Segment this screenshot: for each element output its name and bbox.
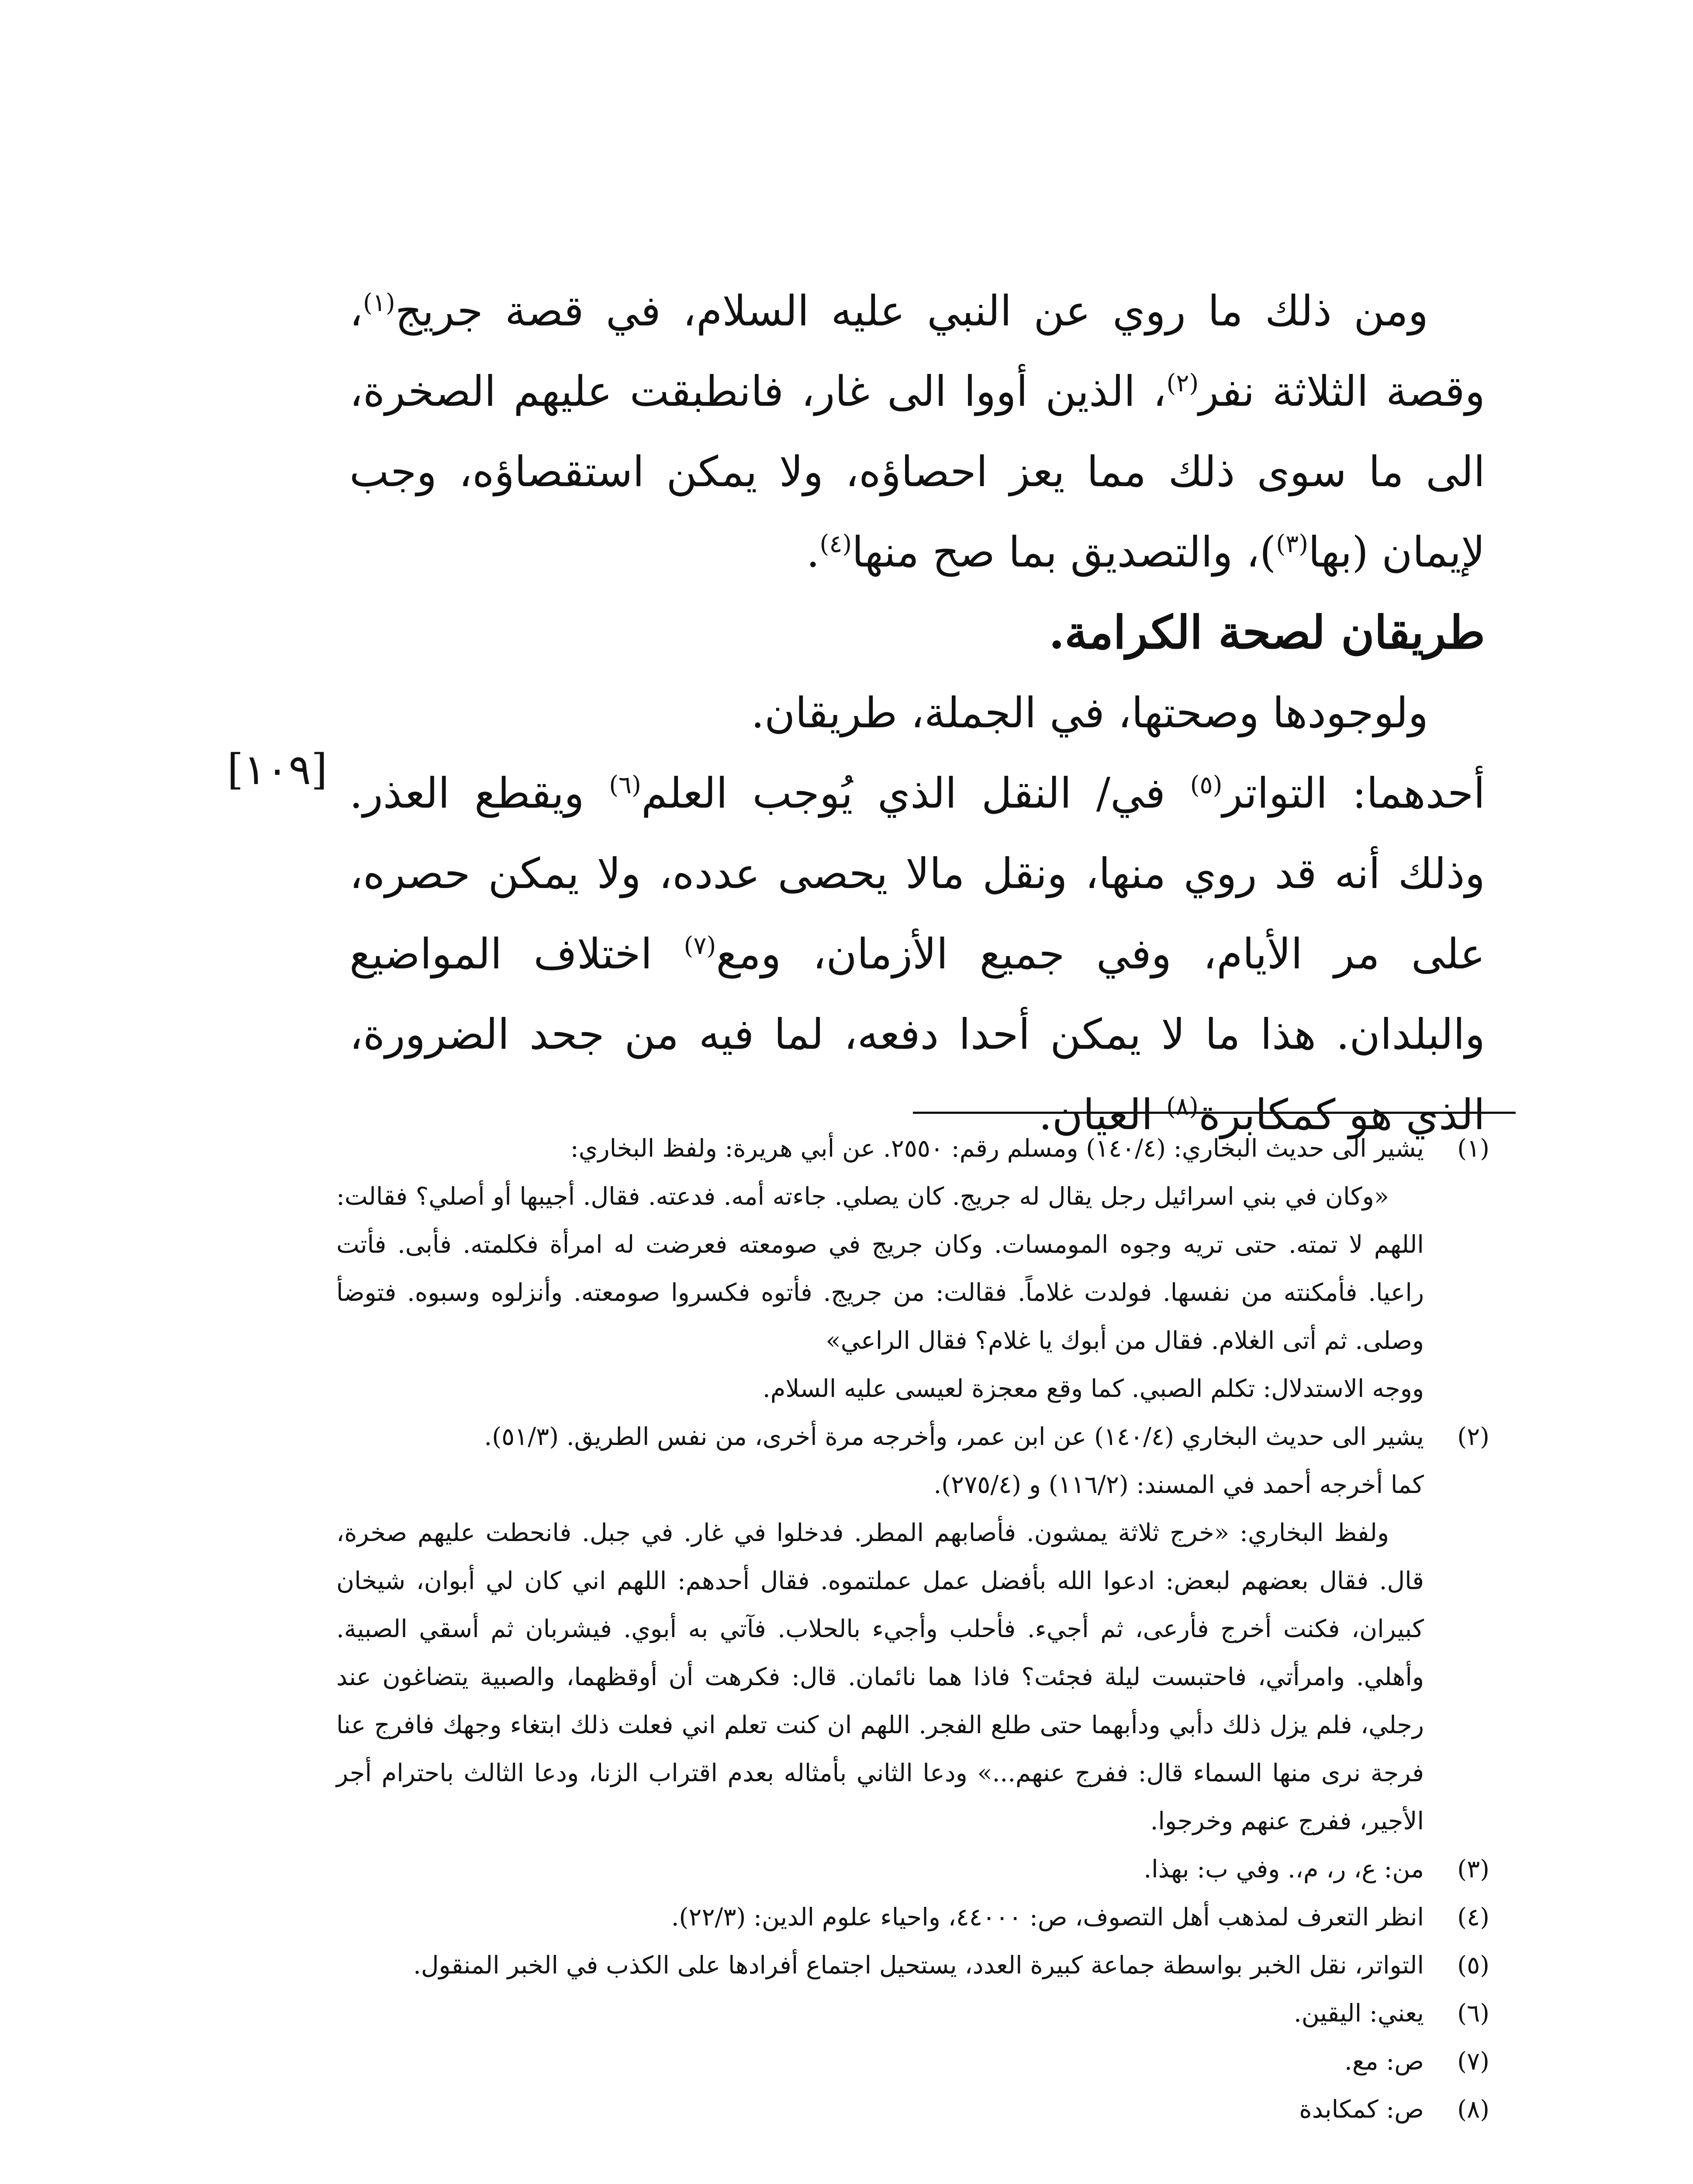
paragraph-3: أحدهما: التواتر$^{(٥)}$ في/ النقل الذي يُوجب العلم$^{(٦)}$ ويقطع العذر. وذلك أنه قد روي منها، ونقل مالا يحصى عدده، ولا يمكن حصره، على مر الأيام، وفي جميع الأزمان، ومع$^{(٧)}$ اختلاف المواضيع والبلدان. هذا ما لا يمكن أحدا دفعه، لما فيه من جحد الضرورة، الذي هو كمكابرة$^{(٨)}$ العيان. [349,769,1486,1139]
footnote-separator [913,1112,1516,1114]
footnote-ref-1[interactable]: (١) [363,289,395,317]
footnote-ref-2[interactable]: (٢) [1166,369,1199,397]
footnotes [336,1125,1489,2134]
footnote-number: (٨) [1457,2095,1489,2124]
footnote-5: (٥) التواتر، نقل الخبر بواسطة جماعة كبيرة العدد، يستحيل اجتماع أفرادها على الكذب في الخبر المنقول. [336,1942,1489,1990]
footnote-number: (٣) [1457,1855,1489,1883]
footnote-ref-5[interactable]: (٥) [1190,771,1223,799]
footnote-ref-3[interactable]: (٣) [1276,530,1309,558]
footnote-number: (٦) [1457,1999,1489,2028]
footnote-3: (٣) من: ع، ر، م،. وفي ب: بهذا. [336,1845,1489,1894]
footnote-4: (٤) انظر التعرف لمذهب أهل التصوف، ص: ٤٤٠٠٠، واحياء علوم الدين: (٢٢/٣). [336,1894,1489,1942]
footnote-number: (٢) [1457,1423,1489,1451]
main-text [349,271,1485,1155]
footnote-7: (٧) ص: مع. [336,2038,1489,2086]
footnote-1: (١) يشير الى حديث البخاري: (١٤٠/٤) ومسلم رقم: ٢٥٥٠. عن أبي هريرة: ولفظ البخاري: «وكان في بني اسرائيل رجل يقال له جريج. كان يصلي. جاءته أمه. فدعته. فقال. أجيبها أو أصلي؟ فقالت: اللهم لا تمته. حتى تريه وجوه المومسات. وكان جريج في صومعته فعرضت له امرأة فكلمته. فأبى. فأتت راعيا. فأمكنته من نفسها. فولدت غلاماً. فقالت: من جريج. فأتوه فكسروا صومعته. وأنزلوه وسبوه. فتوضأ وصلى. ثم أتى الغلام. فقال من أبوك يا غلام؟ فقال الراعي» ووجه الاستدلال: تكلم الصبي. كما وقع معجزة لعيسى عليه السلام. [336,1125,1489,1413]
footnote-ref-7[interactable]: (٧) [684,932,716,960]
footnote-number: (١) [1457,1134,1489,1163]
footnote-2: (٢) يشير الى حديث البخاري (١٤٠/٤) عن ابن عمر، وأخرجه مرة أخرى، من نفس الطريق. (٥١/٣). كما أخرجه أحمد في المسند: (١١٦/٢) و (٢٧٥/٤). ولفظ البخاري: «خرج ثلاثة يمشون. فأصابهم المطر. فدخلوا في غار. في جبل. فانحطت عليهم صخرة، قال. فقال بعضهم لبعض: ادعوا الله بأفضل عمل عملتموه. فقال أحدهم: اللهم اني كان لي أبوان، شيخان كبيران، فكنت أخرج فأرعى، ثم أجيء. فأحلب وأجيء بالحلاب. فآتي به أبوي. فيشربان ثم أسقي الصبية. وأهلي. وامرأتي، فاحتبست ليلة فجئت؟ فاذا هما نائمان. قال: فكرهت أن أوقظهما، والصبية يتضاغون عند رجلي، فلم يزل ذلك دأبي ودأبهما حتى طلع الفجر. اللهم ان كنت تعلم اني فعلت ذلك ابتغاء وجهك فافرج عنا فرجة نرى منها السماء قال: ففرج عنهم...» ودعا الثاني بأمثاله بعدم اقتراب الزنا، ودعا الثالث باحترام أجر الأجير، ففرج عنهم وخرجوا. [336,1413,1489,1845]
paragraph-1: ومن ذلك ما روي عن النبي عليه السلام، في قصة جريج$^{(١)}$، وقصة الثلاثة نفر$^{(٢)}$، الذين أووا الى غار، فانطبقت عليهم الصخرة، الى ما سوى ذلك مما يعز احصاؤه، ولا يمكن استقصاؤه، وجب لإيمان (بها$^{(٣)}$)، والتصديق بما صح منها$^{(٤)}$. [349,287,1486,577]
footnote-6: (٦) يعني: اليقين. [336,1990,1489,2038]
paragraph-2: ولوجودها وصحتها، في الجملة، طريقان. [751,688,1428,737]
footnote-number: (٧) [1457,2047,1489,2076]
footnote-8: (٨) ص: كمكابدة [336,2086,1489,2134]
section-heading: طريقان لصحة الكرامة. [1049,605,1485,659]
footnote-ref-8[interactable]: (٨) [1166,1092,1199,1121]
footnote-ref-6[interactable]: (٦) [609,771,641,799]
manuscript-page-ref: [١٠٩] [227,745,328,794]
footnote-number: (٥) [1457,1951,1489,1980]
footnote-number: (٤) [1457,1903,1489,1932]
footnote-ref-4[interactable]: (٤) [819,530,852,558]
